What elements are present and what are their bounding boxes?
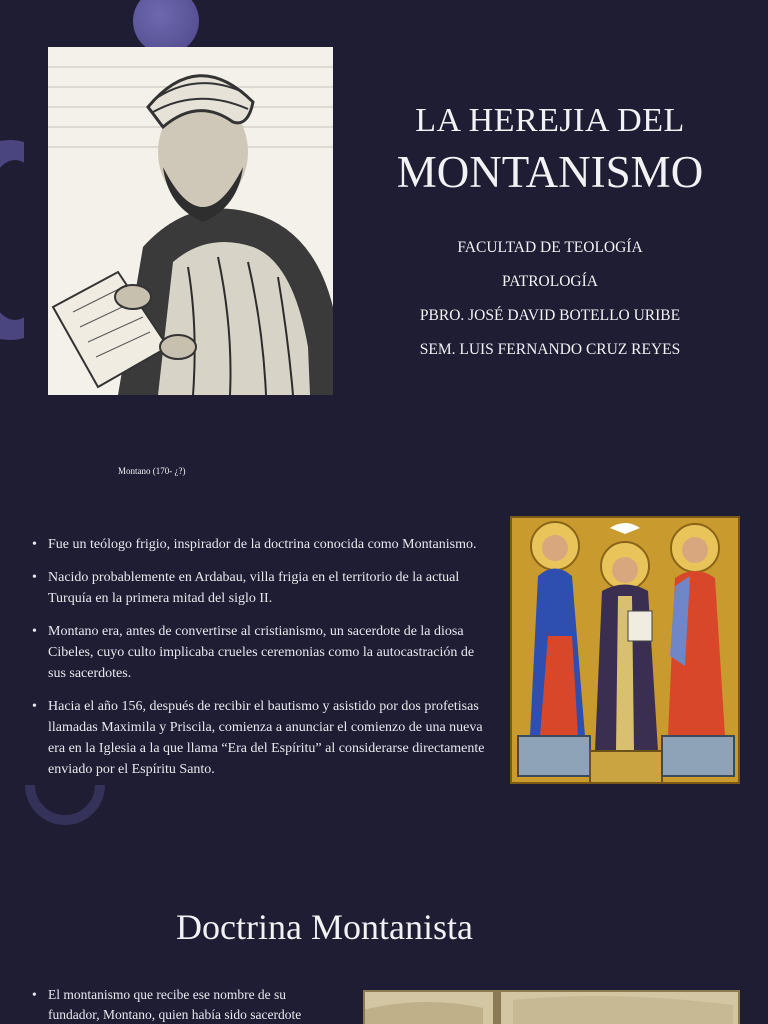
slide-title-line2: MONTANISMO xyxy=(396,147,704,197)
slide-title-line1: LA HEREJIA DEL xyxy=(415,102,685,139)
credit-course: PATROLOGÍA xyxy=(502,273,598,290)
list-item: • Nacido probablemente en Ardabau, villa frigia en el territorio de la actual Turquía en la primera mitad del siglo II. xyxy=(32,567,492,609)
list-item: • Montano era, antes de convertirse al cristianismo, un sacerdote de la diosa Cibeles, cuyo culto implicaba crueles ceremonias como la autocastración de sus sacerdotes. xyxy=(32,621,492,684)
montano-bullet-list xyxy=(32,534,492,792)
byzantine-icon-image xyxy=(510,516,740,784)
decorative-arc-cutout xyxy=(0,160,50,320)
credit-faculty: FACULTAD DE TEOLOGÍA xyxy=(457,239,643,256)
portrait-caption: Montano (170- ¿?) xyxy=(118,466,186,476)
doctrine-bullet-list xyxy=(32,985,332,1024)
montano-portrait-image xyxy=(48,47,333,395)
credit-student: SEM. LUIS FERNANDO CRUZ REYES xyxy=(419,341,681,358)
historical-map-image xyxy=(363,990,740,1024)
list-item: • Fue un teólogo frigio, inspirador de la doctrina conocida como Montanismo. xyxy=(32,534,492,555)
list-item: • Hacia el año 156, después de recibir el bautismo y asistido por dos profetisas llamadas Maximila y Priscila, comienza a anunciar el comienzo de una nueva era en la Iglesia a la que llama “Era del Espíritu” al considerarse directamente enviado por el Espíritu Santo. xyxy=(32,696,492,780)
credit-professor: PBRO. JOSÉ DAVID BOTELLO URIBE xyxy=(419,307,681,324)
decorative-circle xyxy=(133,0,199,54)
credits-list xyxy=(380,236,720,372)
list-item: • El montanismo que recibe ese nombre de su fundador, Montano, quien había sido sacerdote xyxy=(32,985,332,1024)
section-title: Doctrina Montanista xyxy=(176,907,473,947)
